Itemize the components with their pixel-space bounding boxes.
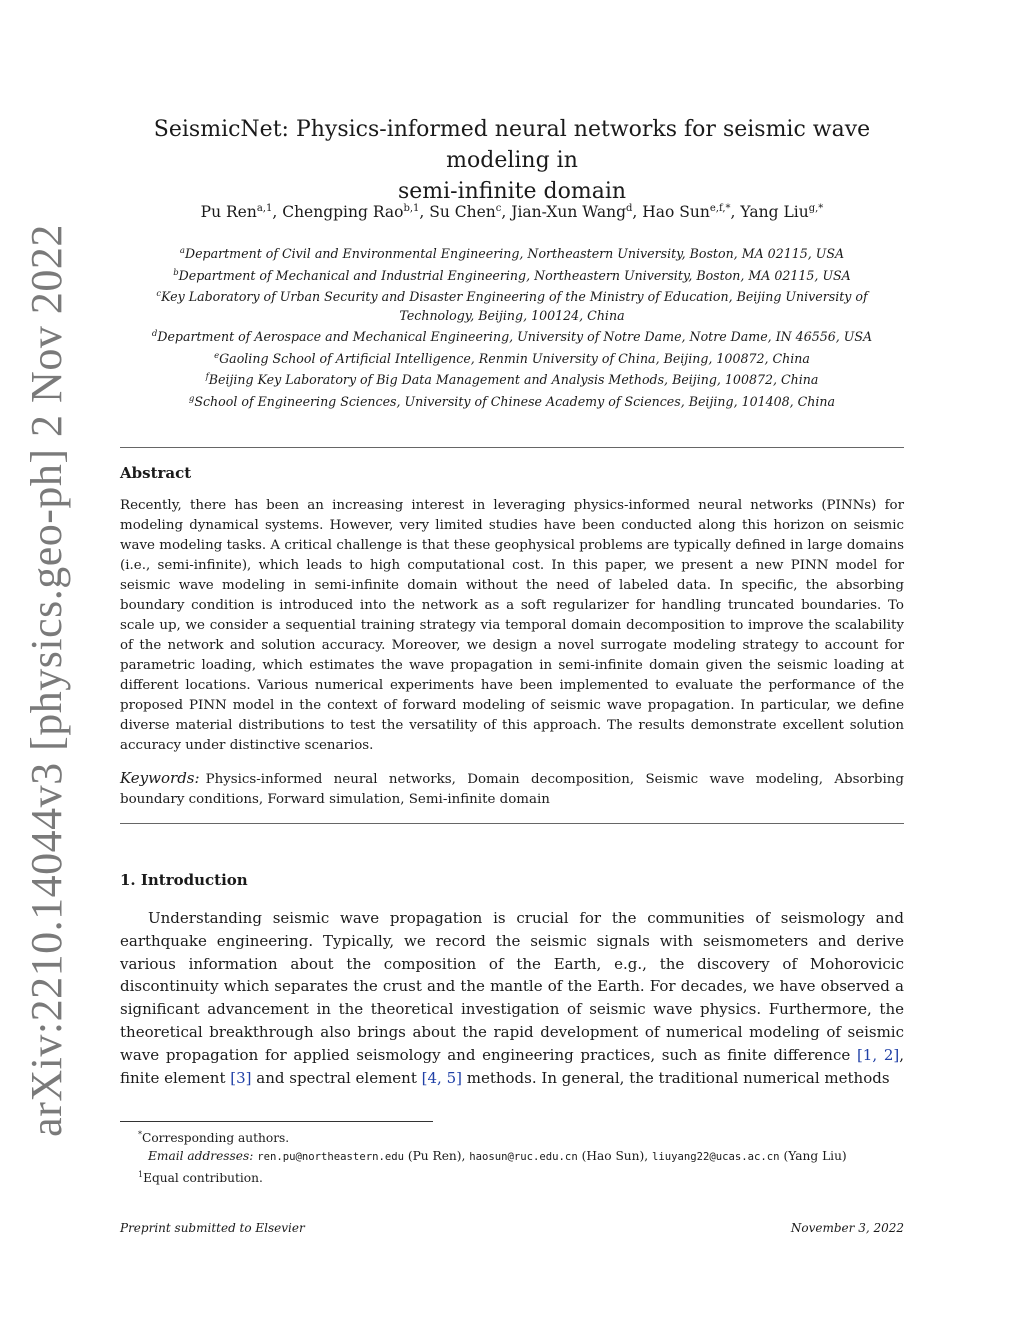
affiliation: $^c$Key Laboratory of Urban Security and Disaster Engineering of the Ministry of Education, Beijing University of Technology, Beijing, 100124, China — [156, 289, 868, 323]
affiliation: $^b$Department of Mechanical and Industrial Engineering, Northeastern University, Boston, MA 02115, USA — [173, 267, 851, 283]
affiliation-list — [120, 242, 904, 412]
section-heading-introduction: 1. Introduction — [120, 871, 248, 889]
affiliation: $^a$Department of Civil and Environmental Engineering, Northeastern University, Boston, MA 02115, USA — [179, 246, 845, 262]
keywords — [120, 768, 904, 810]
footer-date: November 3, 2022 — [790, 1221, 904, 1235]
author-list: Pu Ren$^{a,1}$, Chengping Rao$^{b,1}$, Su Chen$^c$, Jian-Xun Wang$^d$, Hao Sun$^{e,f,*}$, Yang Liu$^{g,*}$ — [200, 203, 824, 222]
citation-link[interactable]: [4, 5] — [421, 1068, 462, 1087]
email-link[interactable]: ren.pu@northeastern.edu — [257, 1151, 404, 1164]
abstract-top-rule — [120, 447, 904, 448]
author: Pu Ren$^{a,1}$ — [200, 203, 273, 222]
introduction-paragraph: Understanding seismic wave propagation is crucial for the communities of seismology and earthquake engineering. Typically, we record the seismic signals with seismometers and derive various information about the composition of the Earth, e.g., the discovery of Mohorovicic discontinuity which separates the crust and the mantle of the Earth. For decades, we have observed a significant advancement in the theoretical investigation of seismic wave physics. Furthermore, the theoretical breakthrough also brings about the rapid development of numerical modeling of seismic wave propagation for applied seismology and engineering practices, such as finite difference [1, 2], finite element [3] and spectral element [4, 5] methods. In general, the traditional numerical methods — [120, 909, 904, 1087]
author: Yang Liu$^{g,*}$ — [740, 203, 824, 222]
author: Su Chen$^c$ — [429, 203, 502, 222]
abstract-bottom-rule — [120, 823, 904, 824]
email-link[interactable]: haosun@ruc.edu.cn — [469, 1151, 578, 1164]
author: Jian-Xun Wang$^d$ — [511, 203, 633, 222]
footer-journal: Preprint submitted to Elsevier — [120, 1221, 305, 1235]
affiliation: $^e$Gaoling School of Artificial Intelligence, Renmin University of China, Beijing, 100872, China — [214, 350, 810, 366]
keywords-list: Physics-informed neural networks, Domain decomposition, Seismic wave modeling, Absorbing boundary conditions, Forward simulation, Semi-infinite domain — [120, 772, 904, 807]
footnotes — [120, 1126, 904, 1187]
keywords-label: Keywords: — [120, 769, 200, 787]
author: Chengping Rao$^{b,1}$ — [282, 203, 420, 222]
title-line-2: semi-infinite domain — [397, 179, 627, 204]
footnote-rule — [120, 1121, 433, 1122]
arxiv-stamp — [18, 223, 74, 1137]
citation-link[interactable]: [1, 2] — [856, 1045, 900, 1064]
affiliation: $^f$Beijing Key Laboratory of Big Data Management and Analysis Methods, Beijing, 100872, China — [205, 372, 819, 388]
author: Hao Sun$^{e,f,*}$ — [642, 203, 731, 222]
abstract-body: Recently, there has been an increasing interest in leveraging physics-informed neural networks (PINNs) for modeling dynamical systems. However, very limited studies have been conducted along this horizon on seismic wave modeling tasks. A critical challenge is that these geophysical problems are typically defined in large domains (i.e., semi-infinite), which leads to high computational cost. In this paper, we present a new PINN model for seismic wave modeling in semi-infinite domain without the need of labeled data. In specific, the absorbing boundary condition is introduced into the network as a soft regularizer for handling truncated boundaries. To scale up, we consider a sequential training strategy via temporal domain decomposition to improve the scalability of the network and solution accuracy. Moreover, we design a novel surrogate modeling strategy to account for parametric loading, which estimates the wave propagation in semi-infinite domain given the seismic loading at different locations. Various numerical experiments have been implemented to evaluate the performance of the proposed PINN model in the context of forward modeling of seismic wave propagation. In particular, we define diverse material distributions to test the versatility of this approach. The results demonstrate excellent solution accuracy under distinctive scenarios. — [120, 498, 904, 753]
email-link[interactable]: liuyang22@ucas.ac.cn — [652, 1151, 780, 1164]
paper-title — [120, 114, 904, 207]
affiliation: $^d$Department of Aerospace and Mechanical Engineering, University of Notre Dame, Notre Dame, IN 46556, USA — [151, 329, 873, 345]
arxiv-stamp-text: arXiv:2210.14044v3 [physics.geo-ph] 2 Nov 2022 — [21, 223, 71, 1137]
citation-link[interactable]: [3] — [230, 1068, 252, 1087]
footnote-emails: Email addresses: ren.pu@northeastern.edu (Pu Ren), haosun@ruc.edu.cn (Hao Sun), liuyang22@ucas.ac.cn (Yang Liu) — [148, 1149, 847, 1164]
title-line-1: SeismicNet: Physics-informed neural networks for seismic wave modeling in — [153, 117, 871, 173]
abstract-heading: Abstract — [120, 464, 192, 482]
footnote-corresponding: *Corresponding authors. — [138, 1130, 290, 1146]
affiliation: $^g$School of Engineering Sciences, University of Chinese Academy of Sciences, Beijing, 101408, China — [188, 393, 836, 410]
footnote-equal-contribution: $^1$Equal contribution. — [138, 1170, 263, 1186]
